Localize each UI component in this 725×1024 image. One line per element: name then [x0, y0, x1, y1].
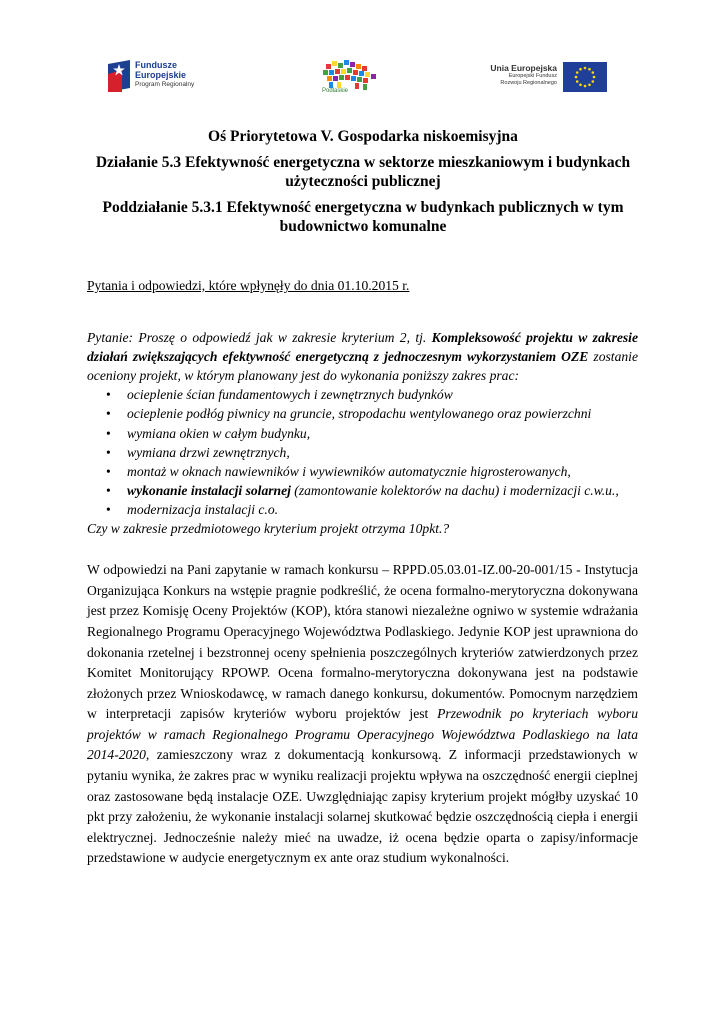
fe-line1: Fundusze: [135, 60, 177, 70]
fe-logo-text: [135, 60, 194, 89]
ue-logo-text: [490, 63, 557, 87]
answer-paragraph: [87, 560, 638, 869]
question-intro: Pytanie: Proszę o odpowiedź jak w zakresie kryterium 2, tj.: [87, 330, 432, 346]
list-item: • montaż w oknach nawiewników i wywiewników automatycznie higrosterowanych,: [127, 462, 638, 481]
question-criterion: Kompleksowość projektu w zakresie działań zwiększających efektywność energetyczną z jednoczesnym wykorzystaniem OZE: [87, 330, 638, 365]
bison-mosaic-icon: [318, 58, 384, 90]
list-item: • modernizacja instalacji c.o.: [127, 500, 638, 519]
axis-title: Oś Priorytetowa V. Gospodarka niskoemisyjna: [208, 128, 518, 145]
podlaskie-label: Podlaskie: [321, 88, 348, 94]
solar-bold: wykonanie instalacji solarnej: [127, 482, 291, 498]
list-item: • ocieplenie ścian fundamentowych i zewnętrznych budynków: [127, 385, 638, 404]
date-line: Pytania i odpowiedzi, które wpłynęły do dnia 01.10.2015 r.: [87, 278, 410, 293]
fundusze-europejskie-logo: [108, 60, 218, 96]
list-item: • wymiana drzwi zewnętrznych,: [127, 443, 638, 462]
ue-line1: Unia Europejska: [490, 63, 557, 73]
measure-title: Działanie 5.3 Efektywność energetyczna w sektorze mieszkaniowym i budynkach użyteczności publicznej: [95, 154, 631, 190]
ue-line3: Rozwoju Regionalnego: [500, 80, 557, 86]
unia-europejska-logo: [472, 62, 607, 96]
eu-flag-icon: [563, 62, 607, 92]
question-paragraph: [87, 328, 638, 385]
submeasure-title: Poddziałanie 5.3.1 Efektywność energetyczna w budynkach publicznych w tym budownictwo komunalne: [102, 199, 624, 235]
works-list: [87, 385, 638, 519]
podlaskie-logo: [318, 58, 384, 100]
fe-line3: Program Regionalny: [135, 81, 195, 88]
fe-line2: Europejskie: [135, 70, 187, 80]
list-item: • wymiana okien w całym budynku,: [127, 424, 638, 443]
document-titles: [86, 127, 640, 243]
answer-part2: zamieszczony wraz z dokumentacją konkursową. Z informacji przedstawionych w pytaniu wynika, że zakres prac w wyniku realizacji projektu wpływa na oszczędność energii cieplnej oraz zastosowane będą instalacje OZE. Uwzględniając zapisy kryterium projekt mógłby uzyskać 10 pkt przy założeniu, że wykonanie instalacji solarnej skutkować będzie oszczędnością ciepła i energii elektrycznej. Jednocześnie należy mieć na uwadze, iż ocena będzie oparta o zapisy/informacje przedstawione w audycie energetycznym ex ante oraz studium wykonalności.: [87, 747, 638, 866]
answer-guide-title: Przewodnik po kryteriach wyboru projektów w ramach Regionalnego Programu Operacyjnego Województwa Podlaskiego na lata 2014-2020,: [87, 706, 638, 763]
star-flag-icon: [108, 60, 130, 92]
solar-rest: (zamontowanie kolektorów na dachu) i modernizacji c.w.u.,: [290, 482, 619, 498]
question-closing: Czy w zakresie przedmiotowego kryterium projekt otrzyma 10pkt.?: [87, 521, 450, 537]
list-item: • ocieplenie podłóg piwnicy na gruncie, stropodachu wentylowanego oraz powierzchni: [127, 404, 638, 423]
question-rest: zostanie oceniony projekt, w którym planowany jest do wykonania poniższy zakres prac:: [87, 349, 638, 384]
logo-header: [0, 56, 725, 106]
answer-part1: W odpowiedzi na Pani zapytanie w ramach konkursu – RPPD.05.03.01-IZ.00-20-001/15 - Instytucja Organizująca Konkurs na wstępie pragnie podkreślić, że ocena formalno-merytoryczna dokonywana jest przez Komisję Oceny Projektów (KOP), która stanowi niezależne ogniwo w systemie wdrażania Regionalnego Programu Operacyjnego Województwa Podlaskiego. Jedynie KOP jest uprawniona do dokonania rzetelnej i bezstronnej oceny spełnienia poszczególnych kryteriów zatwierdzonych przez Komitet Monitorujący RPOWP. Ocena formalno-merytoryczna dokonywana jest na podstawie złożonych przez Wnioskodawcę, w ramach danego konkursu, dokumentów. Pomocnym narzędziem w interpretacji zapisów kryteriów wyboru projektów jest: [87, 562, 638, 722]
ue-line2: Europejski Fundusz: [508, 73, 557, 79]
list-item-solar: [127, 481, 638, 500]
document-body: [87, 276, 638, 869]
